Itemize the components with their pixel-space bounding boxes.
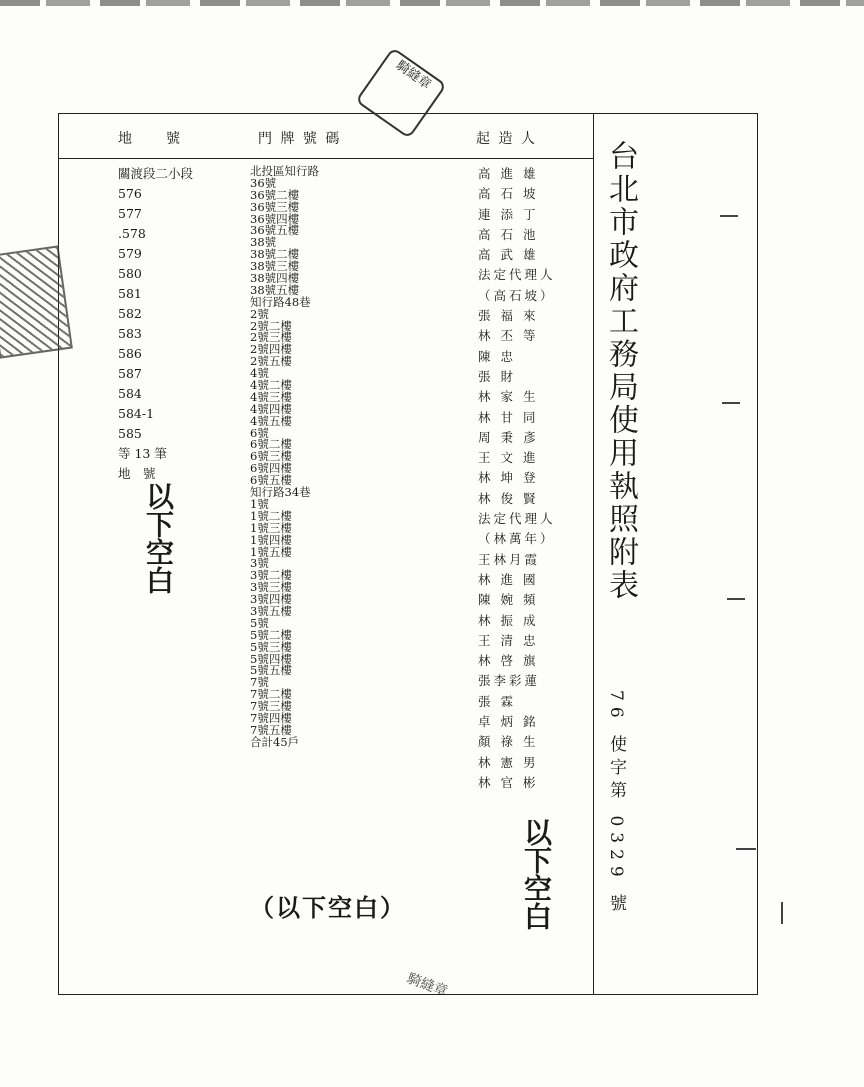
- builder-row: 法定代理人: [478, 511, 556, 527]
- builder-row: 張 霖: [478, 693, 516, 709]
- door-number-row: 38號五樓: [250, 282, 300, 297]
- builder-row: 陳 婉 頻: [478, 592, 539, 608]
- land-number-row: 579: [118, 246, 142, 261]
- land-number-row: 582: [118, 306, 142, 321]
- door-number-row: 4號三樓: [250, 389, 292, 404]
- door-number-row: 36號三樓: [250, 199, 300, 214]
- door-number-row: 2號三樓: [250, 330, 292, 345]
- builder-row: （高石坡）: [478, 287, 556, 303]
- land-number-row: 577: [118, 206, 142, 221]
- door-number-row: 1號: [250, 496, 269, 511]
- builder-row: 張 財: [478, 368, 516, 384]
- door-number-row: 38號三樓: [250, 259, 300, 274]
- header-land-no: 地 號: [118, 131, 182, 147]
- builder-row: 卓 炳 銘: [478, 714, 539, 730]
- builder-row: 法定代理人: [478, 267, 556, 283]
- document-title: 台北市政府工務局使用執照附表: [603, 140, 638, 602]
- door-number-row: 7號: [250, 675, 269, 690]
- builder-row: 林 進 國: [478, 571, 539, 587]
- builder-row: 連 添 丁: [478, 206, 539, 222]
- door-number-row: 1號三樓: [250, 520, 292, 535]
- door-number-row: 1號二樓: [250, 508, 292, 523]
- land-number-row: 580: [118, 266, 142, 281]
- land-number-row: 584: [118, 386, 142, 401]
- scan-edge-noise: [0, 0, 864, 6]
- builder-row: 林 啓 旗: [478, 653, 539, 669]
- door-number-row: 6號五樓: [250, 473, 292, 488]
- builder-row: 陳 忠: [478, 348, 516, 364]
- door-number-row: 3號四樓: [250, 592, 292, 607]
- margin-mark: [722, 402, 740, 404]
- land-number-row: 583: [118, 326, 142, 341]
- land-number-row: 576: [118, 186, 142, 201]
- door-number-row: 2號五樓: [250, 354, 292, 369]
- door-number-row: 4號二樓: [250, 378, 292, 393]
- land-number-row: 關渡段二小段: [118, 166, 194, 181]
- door-number-row: 3號二樓: [250, 568, 292, 583]
- seam-stamp-text: 騎縫章: [393, 58, 434, 93]
- door-number-row: 6號三樓: [250, 449, 292, 464]
- land-number-row: 581: [118, 286, 142, 301]
- door-number-row: 36號四樓: [250, 211, 300, 226]
- builder-row: 高 武 雄: [478, 247, 539, 263]
- door-number-column: [250, 166, 319, 749]
- builder-row: 林 俊 賢: [478, 490, 539, 506]
- door-number-row: 7號五樓: [250, 722, 292, 737]
- door-number-row: 5號三樓: [250, 639, 292, 654]
- door-number-row: 3號五樓: [250, 603, 292, 618]
- door-number-row: 3號: [250, 556, 269, 571]
- header-divider: [58, 158, 593, 159]
- door-number-row: 北投區知行路: [250, 164, 319, 178]
- door-number-row: 2號: [250, 306, 269, 321]
- header-door-no: 門 牌 號 碼: [258, 131, 342, 147]
- margin-mark: [727, 598, 745, 600]
- land-number-row: 587: [118, 366, 142, 381]
- door-number-row: 5號二樓: [250, 627, 292, 642]
- door-number-row: 合計45戶: [250, 734, 300, 749]
- door-number-row: 7號二樓: [250, 687, 292, 702]
- margin-mark: [781, 902, 783, 924]
- door-number-row: 6號四樓: [250, 461, 292, 476]
- door-number-row: 5號五樓: [250, 663, 292, 678]
- blank-mark-land: 以下空白: [142, 482, 175, 594]
- builder-row: 林 甘 同: [478, 409, 539, 425]
- land-number-row: 等 13 筆: [118, 446, 167, 461]
- margin-mark: [720, 215, 738, 217]
- title-divider: [593, 113, 594, 995]
- door-number-row: 36號: [250, 175, 277, 190]
- door-number-row: 1號四樓: [250, 532, 292, 547]
- header-builder: 起 造 人: [476, 131, 537, 147]
- door-number-row: 36號二樓: [250, 187, 300, 202]
- door-number-row: 6號: [250, 425, 269, 440]
- builder-row: 林 丕 等: [478, 328, 539, 344]
- builder-row: 高 石 坡: [478, 186, 539, 202]
- door-number-row: 38號二樓: [250, 247, 300, 262]
- door-number-row: 38號: [250, 235, 277, 250]
- door-number-row: 5號四樓: [250, 651, 292, 666]
- document-number: 76 使字第 0329 號: [606, 690, 626, 918]
- door-number-row: 5號: [250, 615, 269, 630]
- land-number-row: 585: [118, 426, 142, 441]
- builder-row: 高 進 雄: [478, 166, 539, 181]
- builder-row: 林 家 生: [478, 389, 539, 405]
- seam-stamp-bottom-text: 騎縫章: [404, 970, 450, 1001]
- builder-row: （林萬年）: [478, 531, 556, 547]
- builder-row: 張李彩蓮: [478, 673, 541, 689]
- builder-row: 張 福 來: [478, 308, 539, 324]
- margin-mark: [736, 848, 756, 850]
- door-number-row: 4號五樓: [250, 413, 292, 428]
- door-number-row: 1號五樓: [250, 544, 292, 559]
- blank-mark-address: （以下空白）: [250, 893, 406, 922]
- builder-column: [478, 164, 556, 793]
- door-number-row: 38號四樓: [250, 271, 300, 286]
- builder-row: 林 官 彬: [478, 774, 539, 790]
- land-number-row: 586: [118, 346, 142, 361]
- builder-row: 高 石 池: [478, 226, 539, 242]
- door-number-row: 7號四樓: [250, 710, 292, 725]
- door-number-row: 36號五樓: [250, 223, 300, 238]
- builder-row: 王林月霞: [478, 551, 541, 567]
- door-number-row: 6號二樓: [250, 437, 292, 452]
- builder-row: 王 清 忠: [478, 632, 539, 648]
- land-number-column: [118, 164, 193, 484]
- door-number-row: 4號四樓: [250, 401, 292, 416]
- builder-row: 王 文 進: [478, 450, 539, 466]
- builder-row: 林 坤 登: [478, 470, 539, 486]
- door-number-row: 3號三樓: [250, 580, 292, 595]
- builder-row: 林 憲 男: [478, 754, 539, 770]
- door-number-row: 7號三樓: [250, 699, 292, 714]
- land-number-row: 584-1: [118, 406, 155, 421]
- builder-row: 周 秉 彥: [478, 429, 539, 445]
- door-number-row: 知行路48巷: [250, 294, 311, 309]
- land-number-row: 地 號: [118, 466, 156, 481]
- door-number-row: 4號: [250, 366, 269, 381]
- door-number-row: 2號四樓: [250, 342, 292, 357]
- door-number-row: 2號二樓: [250, 318, 292, 333]
- builder-row: 顏 祿 生: [478, 734, 539, 750]
- door-number-row: 知行路34巷: [250, 485, 311, 500]
- builder-row: 林 振 成: [478, 612, 539, 628]
- blank-mark-builder: 以下空白: [520, 818, 553, 930]
- land-number-row: .578: [118, 226, 146, 241]
